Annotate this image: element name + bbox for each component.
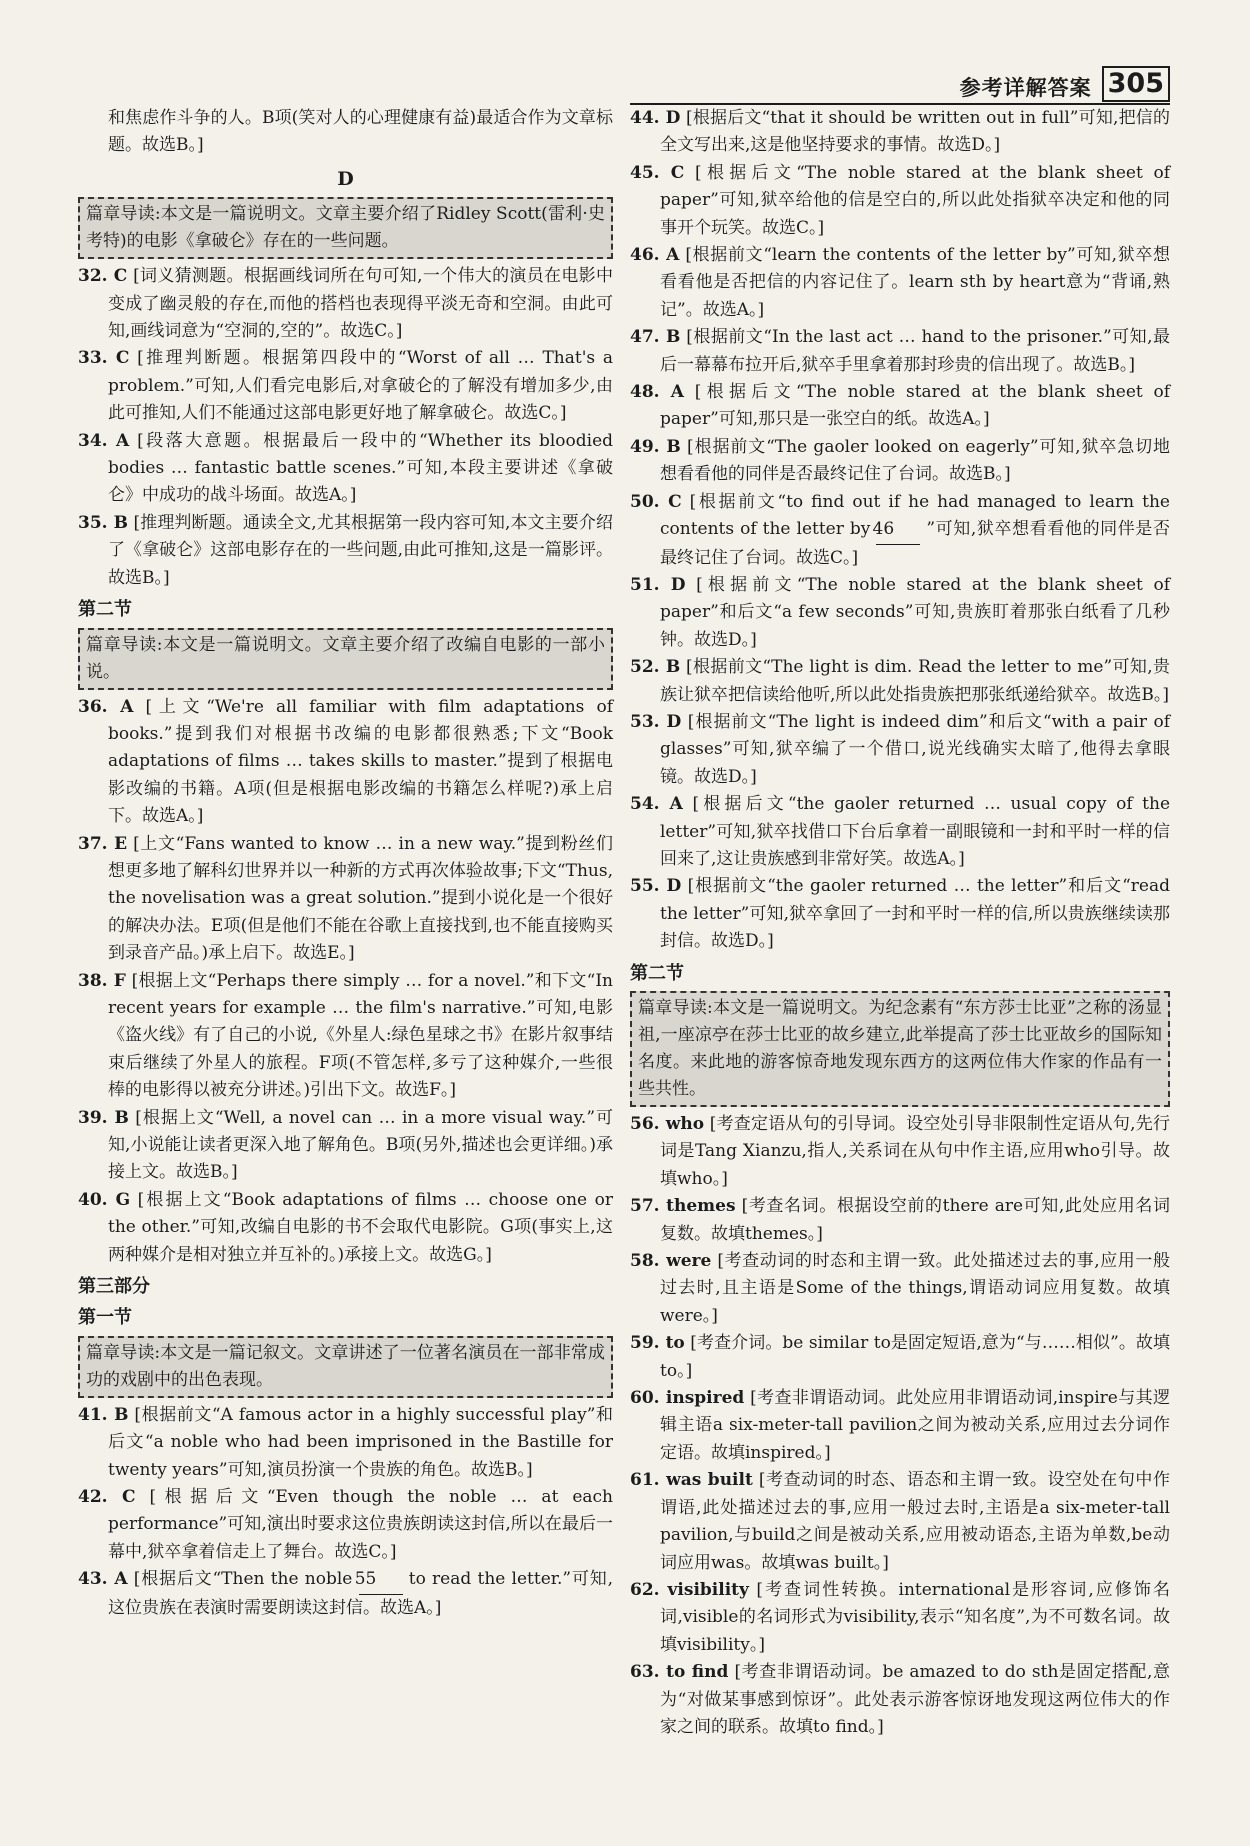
answer-list-32-35 xyxy=(78,263,613,592)
answer-item: 42. C [根据后文“Even though the noble … at each performance”可知,演出时要求这位贵族朗读这封信,所以在最后一幕中,狱卒拿着信走上了舞台。故选C。] xyxy=(78,1487,613,1562)
answer-item: 35. B [推理判断题。通读全文,尤其根据第一段内容可知,本文主要介绍了《拿破仑》这部电影存在的一些问题,由此可推知,这是一篇影评。故选B。] xyxy=(78,512,613,588)
answer-item: 36. A [上文“We're all familiar with film adaptations of books.”提到我们对根据书改编的电影都很熟悉;下文“Book adaptations of films … takes skills to master.”提到了根据电影改编的书籍。A项(但是根据电影改编的书籍怎么样呢?)承上启下。故选A。] xyxy=(78,696,614,827)
section-heading: 第二节 xyxy=(630,962,684,984)
left-column xyxy=(78,105,613,1622)
page-number: 305 xyxy=(1102,66,1170,102)
answer-item: 34. A [段落大意题。根据最后一段中的“Whether its bloodied bodies … fantastic battle scenes.”可知,本段主要讲述《拿破仑》中成功的战斗场面。故选A。] xyxy=(78,430,614,506)
answer-item: 50. C [根据前文“to find out if he had managed to learn the contents of the letter by 46 ”可知,狱卒想看看他的同伴是否最终记住了台词。故选C。] xyxy=(630,491,1171,568)
intro-text: 和焦虑作斗争的人。B项(笑对人的心理健康有益)最适合作为文章标题。故选B。] xyxy=(108,108,613,156)
answer-item: 59. to [考查介词。be similar to是固定短语,意为“与……相似”。故填to。] xyxy=(630,1333,1171,1381)
answer-list-36-40 xyxy=(78,694,613,1270)
right-column xyxy=(630,105,1170,1741)
answer-item: 53. D [根据前文“The light is indeed dim”和后文“with a pair of glasses”可知,狱卒编了一个借口,说光线确实太暗了,他得去拿眼镜。故选D。] xyxy=(630,711,1170,787)
fill-blank: 46 xyxy=(876,516,920,544)
answer-list-56-63 xyxy=(630,1111,1170,1741)
answer-item: 62. visibility [考查词性转换。international是形容词,应修饰名词,visible的名词形式为visibility,表示“知名度”,为不可数名词。故填visibility。] xyxy=(630,1579,1170,1655)
chapter-guide-2: 篇章导读:本文是一篇说明文。文章主要介绍了改编自电影的一部小说。 xyxy=(78,628,613,690)
answer-item: 37. E [上文“Fans wanted to know … in a new way.”提到粉丝们想更多地了解科幻世界并以一种新的方式再次体验故事;下文“Thus, the novelisation was a great solution.”提到小说化是一个很好的解决办法。E项(但是他们不能在谷歌上直接找到,也不能直接购买到录音产品。)承上启下。故选E。] xyxy=(78,833,614,964)
section-heading: 第一节 xyxy=(78,1307,132,1329)
part-heading: 第三部分 xyxy=(78,1276,150,1298)
answer-item: 49. B [根据前文“The gaoler looked on eagerly”可知,狱卒急切地想看看他的同伴是否最终记住了台词。故选B。] xyxy=(630,436,1170,485)
chapter-guide-right: 篇章导读:本文是一篇说明文。为纪念素有“东方莎士比亚”之称的汤显祖,一座凉亭在莎士比亚的故乡建立,此举提高了莎士比亚故乡的国际知名度。来此地的游客惊奇地发现东西方的这两位伟大作家的作品有一些共性。 xyxy=(630,991,1170,1107)
answer-item: 38. F [根据上文“Perhaps there simply … for a novel.”和下文“In recent years for example … the film's narrative.”可知,电影《盗火线》有了自己的小说,《外星人:绿色星球之书》在影片叙事结束后继续了外星人的旅程。F项(不管怎样,多亏了这种媒介,一些很棒的电影得以被充分讲述。)引出下文。故选F。] xyxy=(78,970,613,1101)
answer-item: 58. were [考查动词的时态和主谓一致。此处描述过去的事,应用一般过去时,且主语是Some of the things,谓语动词应用复数。故填were。] xyxy=(630,1251,1171,1326)
answer-item: 61. was built [考查动词的时态、语态和主谓一致。设空处在句中作谓语,此处描述过去的事,应用一般过去时,主语是a six-meter-tall pavilion,与build之间是被动关系,应用被动语态,主语为单数,be动词应用was。故填was built。] xyxy=(630,1470,1170,1573)
answer-item: 43. A [根据后文“Then the noble 55 to read the letter.”可知,这位贵族在表演时需要朗读这封信。故选A。] xyxy=(78,1566,613,1622)
answer-item: 40. G [根据上文“Book adaptations of films … choose one or the other.”可知,改编自电影的书不会取代电影院。G项(事实上,这两种媒介是相对独立并互补的。)承接上文。故选G。] xyxy=(78,1189,613,1265)
answer-item: 54. A [根据后文“the gaoler returned … usual copy of the letter”可知,狱卒找借口下台后拿着一副眼镜和一封和平时一样的信回来了,这让贵族感到非常好笑。故选A。] xyxy=(630,794,1171,869)
part-letter: D xyxy=(337,167,354,190)
chapter-guide-d: 篇章导读:本文是一篇说明文。文章主要介绍了Ridley Scott(雷利·史考特)的电影《拿破仑》存在的一些问题。 xyxy=(78,197,613,259)
answer-item: 51. D [根据前文“The noble stared at the blank sheet of paper”和后文“a few seconds”可知,贵族盯着那张白纸看了几秒钟。故选D。] xyxy=(630,574,1170,650)
answer-item: 63. to find [考查非谓语动词。be amazed to do sth是固定搭配,意为“对做某事感到惊讶”。此处表示游客惊讶地发现这两位伟大的作家之间的联系。故填to find。] xyxy=(630,1662,1171,1737)
section-heading: 第二节 xyxy=(78,599,132,621)
answer-item: 48. A [根据后文“The noble stared at the blank sheet of paper”可知,那只是一张空白的纸。故选A。] xyxy=(630,382,1170,430)
answer-item: 45. C [根据后文“The noble stared at the blank sheet of paper”可知,狱卒给他的信是空白的,所以此处指狱卒决定和他的同事开个玩笑。故选C。] xyxy=(630,162,1170,238)
answer-item: 39. B [根据上文“Well, a novel can … in a more visual way.”可知,小说能让读者更深入地了解角色。B项(另外,描述也会更详细。)承接上文。故选B。] xyxy=(78,1107,613,1183)
answer-list-51-55 xyxy=(630,572,1170,956)
answer-item: 57. themes [考查名词。根据设空前的there are可知,此处应用名词复数。故填themes。] xyxy=(630,1196,1171,1244)
answer-item: 44. D [根据后文“that it should be written out in full”可知,把信的全文写出来,这是他坚持要求的事情。故选D。] xyxy=(630,108,1170,156)
answer-item: 32. C [词义猜测题。根据画线词所在句可知,一个伟大的演员在电影中变成了幽灵般的存在,而他的搭档也表现得平淡无奇和空洞。由此可知,画线词意为“空洞的,空的”。故选C。] xyxy=(78,266,613,342)
answer-item: 56. who [考查定语从句的引导词。设空处引导非限制性定语从句,先行词是Tang Xianzu,指人,关系词在从句中作主语,应用who引导。故填who。] xyxy=(630,1114,1170,1189)
answer-item: 46. A [根据前文“learn the contents of the letter by”可知,狱卒想看看他是否把信的内容记住了。learn sth by heart意为“背诵,熟记”。故选A。] xyxy=(630,245,1170,320)
answer-item: 33. C [推理判断题。根据第四段中的“Worst of all … That's a problem.”可知,人们看完电影后,对拿破仑的了解没有增加多少,由此可推知,人们不能通过这部电影更好地了解拿破仑。故选C。] xyxy=(78,348,614,424)
fill-blank: 55 xyxy=(359,1566,403,1594)
answer-item: 41. B [根据前文“A famous actor in a highly successful play”和后文“a noble who had been imprisoned in the Bastille for twenty years”可知,演员扮演一个贵族的角色。故选B。] xyxy=(78,1404,613,1480)
answer-item: 47. B [根据前文“In the last act … hand to the prisoner.”可知,最后一幕幕布拉开后,狱卒手里拿着那封珍贵的信出现了。故选B。] xyxy=(630,327,1170,375)
page-header xyxy=(940,62,1170,102)
answer-list-44-49 xyxy=(630,105,1170,572)
answer-item: 55. D [根据前文“the gaoler returned … the letter”和后文“read the letter”可知,狱卒拿回了一封和平时一样的信,所以贵族继续读那封信。故选D。] xyxy=(630,876,1170,952)
header-title: 参考详解答案 xyxy=(959,75,1092,100)
answer-item: 60. inspired [考查非谓语动词。此处应用非谓语动词,inspire与其逻辑主语a six-meter-tall pavilion之间为被动关系,应用过去分词作定语。故填inspired。] xyxy=(630,1388,1171,1463)
answer-list-41-43 xyxy=(78,1402,613,1622)
answer-item: 52. B [根据前文“The light is dim. Read the letter to me”可知,贵族让狱卒把信读给他听,所以此处指贵族把那张纸递给狱卒。故选B。] xyxy=(630,657,1170,705)
chapter-guide-3: 篇章导读:本文是一篇记叙文。文章讲述了一位著名演员在一部非常成功的戏剧中的出色表现。 xyxy=(78,1336,613,1398)
